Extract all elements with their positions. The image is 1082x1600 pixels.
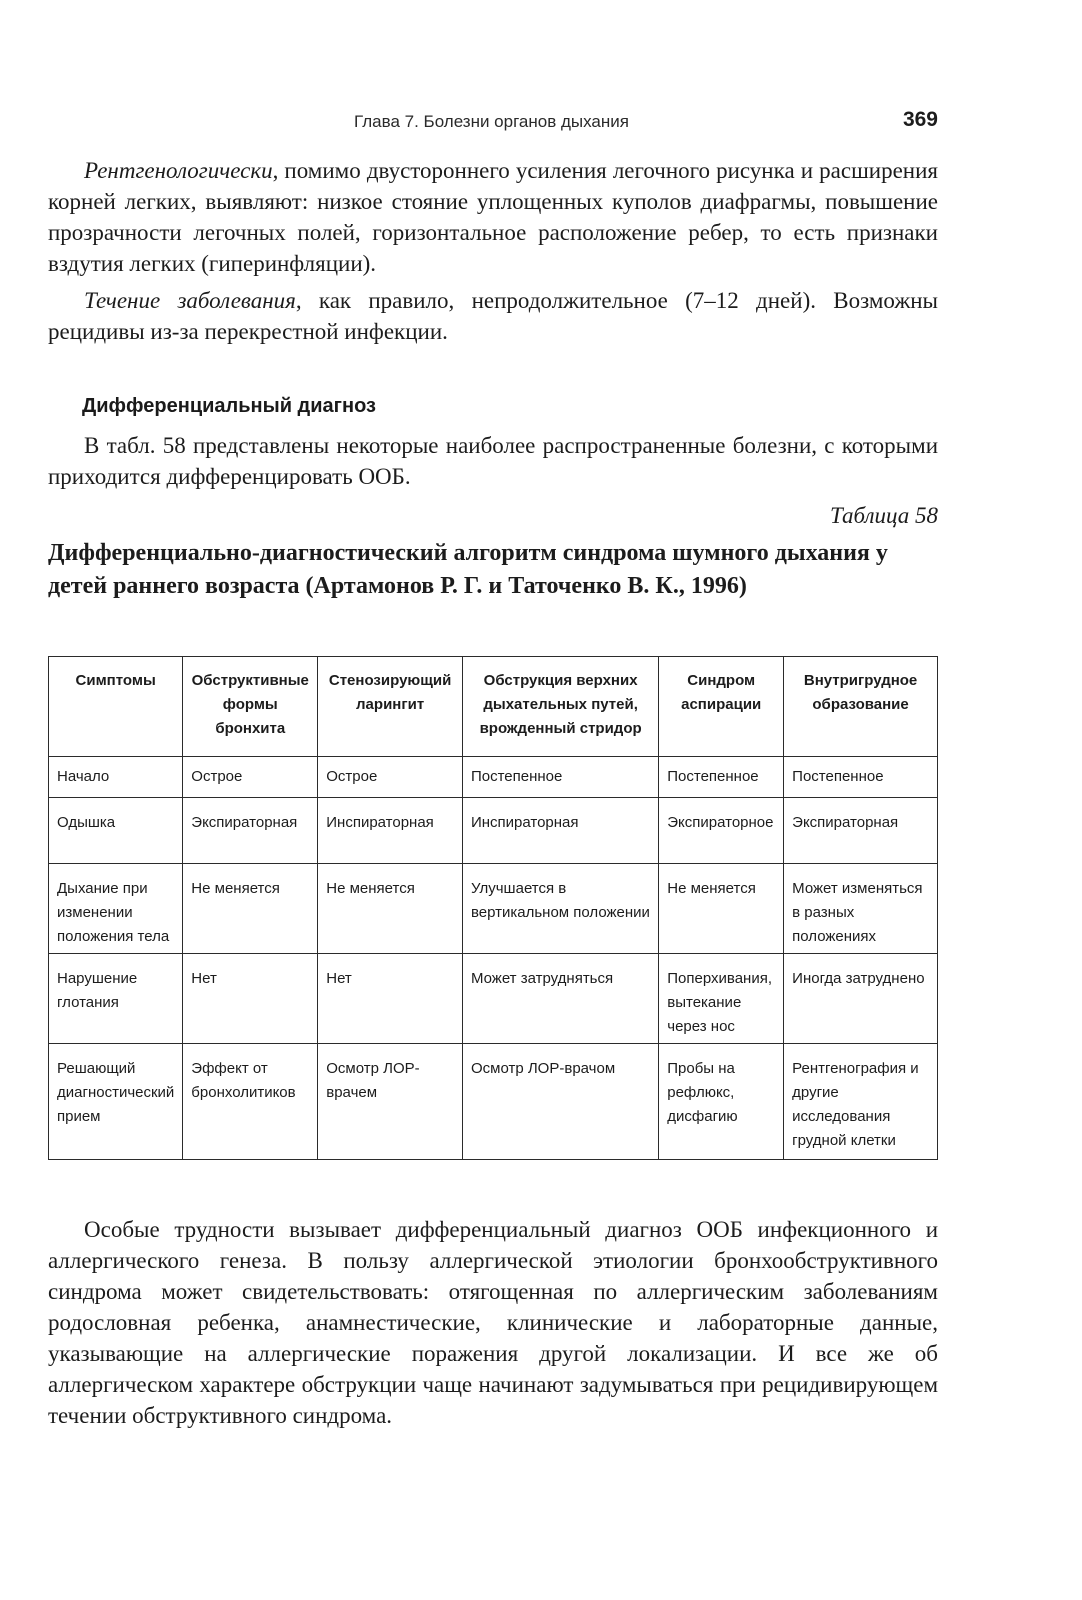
table-cell: Может затрудняться — [462, 954, 658, 1044]
table-cell: Улучшается в вертикальном положении — [462, 864, 658, 954]
table-cell: Пробы на рефлюкс, дисфагию — [659, 1044, 784, 1160]
table-cell: Эффект от бронхолитиков — [183, 1044, 318, 1160]
table-cell: Экспираторная — [784, 798, 938, 864]
text-block-1 — [48, 155, 938, 347]
table-row — [49, 954, 938, 1044]
table-header-cell: Обструкция верхних дыхательных путей, врожденный стридор — [462, 657, 658, 757]
table-cell: Нет — [318, 954, 463, 1044]
table-cell: Постепенное — [659, 757, 784, 798]
table-row — [49, 1044, 938, 1160]
table-header-cell: Синдром аспирации — [659, 657, 784, 757]
table-cell: Одышка — [49, 798, 183, 864]
table-number: Таблица 58 — [829, 503, 938, 528]
paragraph-table-intro: В табл. 58 представлены некоторые наиболее распространенные болезни, с которыми приходится дифференцировать ООБ. — [48, 433, 938, 489]
paragraph-course-text: , как правило, непродолжительное (7–12 дней). Возможны рецидивы из-за перекрестной инфекции. — [48, 288, 939, 344]
table-cell: Экспираторное — [659, 798, 784, 864]
table-header-row — [49, 657, 938, 757]
paragraph-xray — [48, 155, 938, 279]
table-row — [49, 864, 938, 954]
section-heading: Дифференциальный диагноз — [82, 395, 376, 417]
text-block-2 — [48, 430, 938, 492]
table-header-cell: Обструктивные формы бронхита — [183, 657, 318, 757]
table-cell: Нет — [183, 954, 318, 1044]
table-header-cell: Стенозирующий ларингит — [318, 657, 463, 757]
text-block-3 — [48, 1214, 938, 1431]
table-cell: Решающий диагностический прием — [49, 1044, 183, 1160]
table-header-cell: Внутригрудное образование — [784, 657, 938, 757]
table-cell: Не меняется — [318, 864, 463, 954]
table-cell: Дыхание при изменении положения тела — [49, 864, 183, 954]
table-cell: Осмотр ЛОР-врачом — [462, 1044, 658, 1160]
differential-table — [48, 656, 938, 1160]
table-cell: Может изменяться в разных положениях — [784, 864, 938, 954]
paragraph-allergy: Особые трудности вызывает дифференциальный диагноз ООБ инфекционного и аллергического генеза. В пользу аллергической этиологии бронхообструктивного синдрома может свидетельствовать: отягощенная по аллергическим заболеваниям родословная ребенка, анамнестические, клинические и лабораторные данные, указывающие на аллергические поражения другой локализации. И все же об аллергическом характере обструкции чаще начинают задумываться при рецидивирующем течении обструктивного синдрома. — [48, 1217, 938, 1428]
table-cell: Нарушение глотания — [49, 954, 183, 1044]
table-header-cell: Симптомы — [49, 657, 183, 757]
table-cell: Поперхивания, вытекание через нос — [659, 954, 784, 1044]
page-number: 369 — [902, 108, 938, 131]
table-cell: Инспираторная — [462, 798, 658, 864]
paragraph-course — [48, 285, 938, 347]
table-cell: Острое — [183, 757, 318, 798]
table-cell: Не меняется — [183, 864, 318, 954]
table-cell: Острое — [318, 757, 463, 798]
chapter-title: Глава 7. Болезни органов дыхания — [354, 112, 629, 131]
running-head — [48, 110, 938, 140]
paragraph-course-lead: Течение заболевания — [84, 288, 296, 313]
table-row — [49, 798, 938, 864]
table-cell: Инспираторная — [318, 798, 463, 864]
table-cell: Экспираторная — [183, 798, 318, 864]
table-cell: Иногда затруднено — [784, 954, 938, 1044]
table-cell: Постепенное — [784, 757, 938, 798]
table-cell: Постепенное — [462, 757, 658, 798]
table-row — [49, 757, 938, 798]
table-title: Дифференциально-диагностический алгоритм синдрома шумного дыхания у детей раннего возраста (Артамонов Р. Г. и Таточенко В. К., 1996) — [48, 540, 888, 599]
table-cell: Начало — [49, 757, 183, 798]
table-cell: Не меняется — [659, 864, 784, 954]
table-cell: Осмотр ЛОР-врачем — [318, 1044, 463, 1160]
paragraph-xray-text: , помимо двустороннего усиления легочного рисунка и расширения корней легких, выявляют: низкое стояние уплощенных куполов диафрагмы, повышение прозрачности легочных полей, горизонтальное расположение ребер, то есть признаки вздутия легких (гиперинфляции). — [48, 158, 938, 276]
table-cell: Рентгенография и другие исследования грудной клетки — [784, 1044, 938, 1160]
paragraph-xray-lead: Рентгенологически — [84, 158, 273, 183]
